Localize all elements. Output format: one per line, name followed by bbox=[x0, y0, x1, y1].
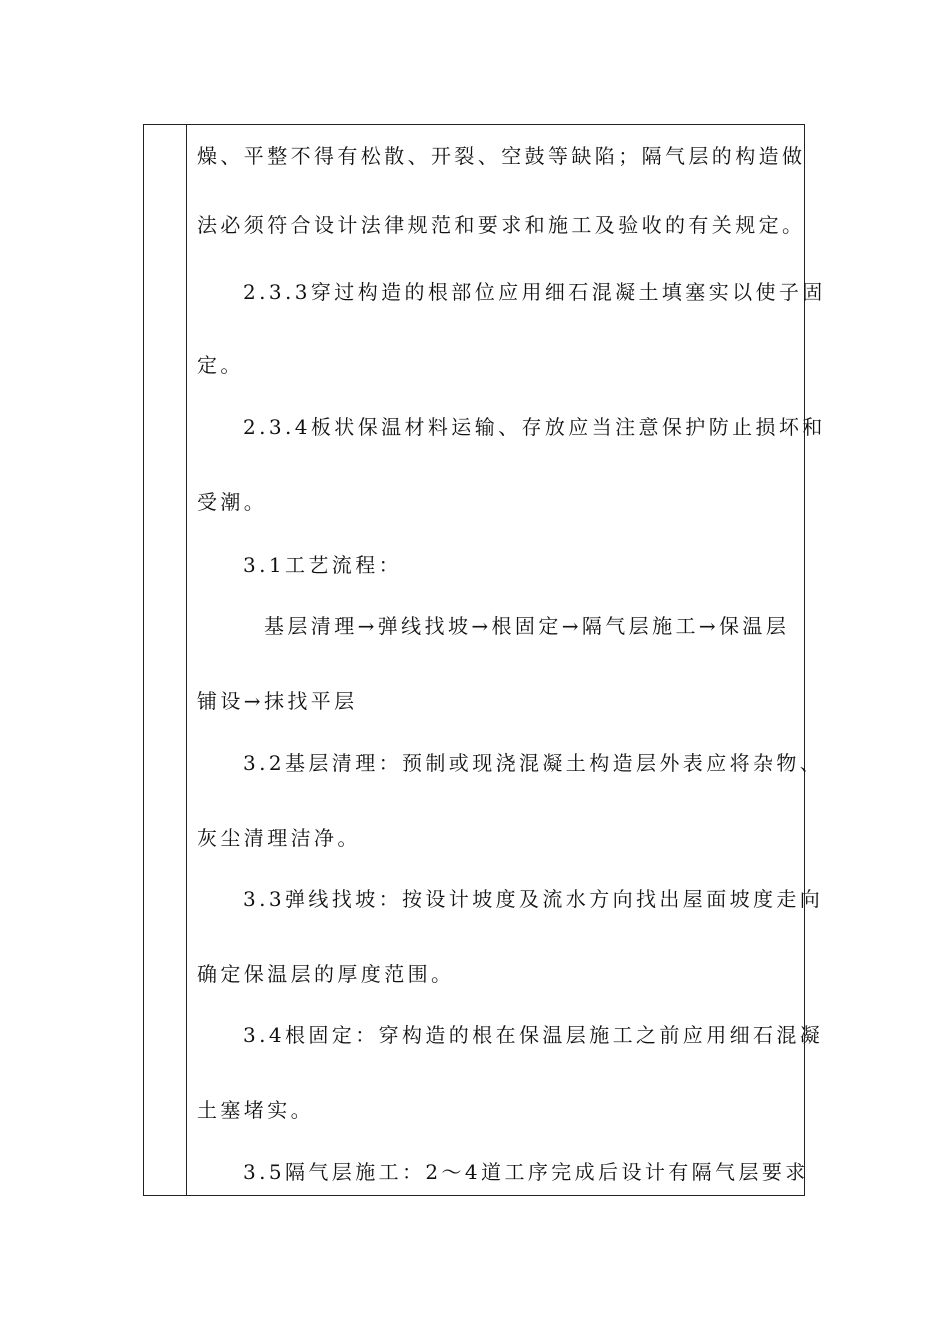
text-line-11: 灰尘清理洁净。 bbox=[197, 826, 361, 850]
text-line-14: 3.4根固定：穿构造的根在保温层施工之前应用细石混凝 bbox=[243, 1023, 824, 1047]
text-line-10: 3.2基层清理：预制或现浇混凝土构造层外表应将杂物、 bbox=[243, 751, 824, 775]
text-line-15: 土塞堵实。 bbox=[197, 1098, 314, 1122]
text-line-6: 受潮。 bbox=[197, 490, 268, 514]
text-line-1: 燥、平整不得有松散、开裂、空鼓等缺陷；隔气层的构造做 bbox=[197, 144, 806, 168]
column-divider bbox=[186, 125, 187, 1195]
text-line-2: 法必须符合设计法律规范和要求和施工及验收的有关规定。 bbox=[197, 213, 806, 237]
text-line-8: 基层清理→弹线找坡→根固定→隔气层施工→保温层 bbox=[264, 614, 790, 638]
text-line-16: 3.5隔气层施工：2～4道工序完成后设计有隔气层要求 bbox=[243, 1160, 809, 1184]
text-line-3: 2.3.3穿过构造的根部位应用细石混凝土填塞实以使子固 bbox=[243, 280, 826, 304]
text-line-5: 2.3.4板状保温材料运输、存放应当注意保护防止损坏和 bbox=[243, 415, 826, 439]
text-line-4: 定。 bbox=[197, 353, 244, 377]
text-line-12: 3.3弹线找坡：按设计坡度及流水方向找出屋面坡度走向 bbox=[243, 887, 824, 911]
document-table bbox=[143, 124, 826, 1196]
text-line-9: 铺设→抹找平层 bbox=[197, 689, 358, 713]
text-line-7: 3.1工艺流程： bbox=[243, 553, 403, 577]
text-line-13: 确定保温层的厚度范围。 bbox=[197, 962, 455, 986]
